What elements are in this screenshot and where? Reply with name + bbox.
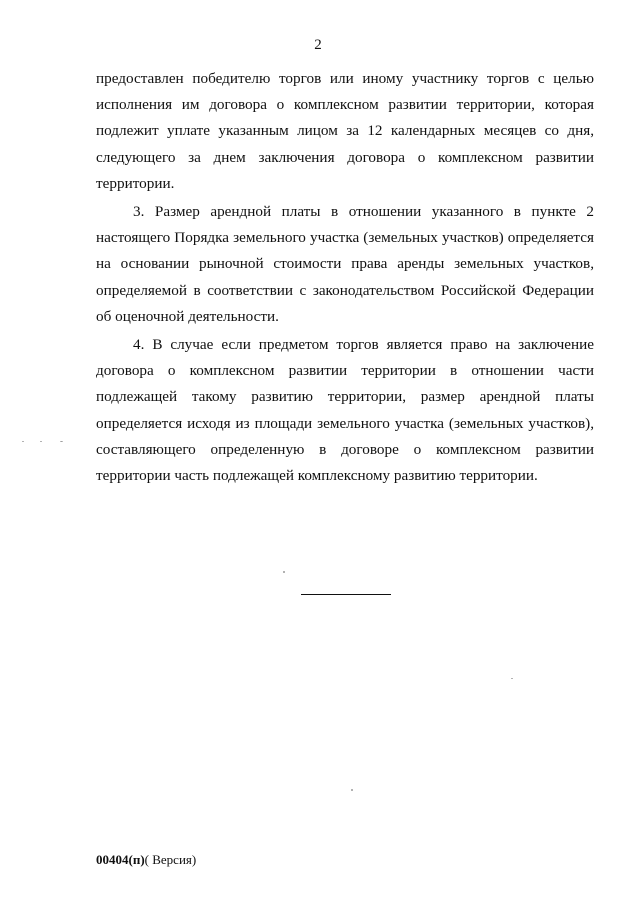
paragraph-4: 4. В случае если предметом торгов является право на заключение договора о комплексном развитии территории в отношении части подлежащей такому развитию территории, размер арендной платы определяется исходя из площади земельного участка (земельных участков), составляющего определенную в договоре о комплексном развитии территории часть подлежащей комплексному развитию территории. xyxy=(96,336,594,485)
document-footer xyxy=(96,852,196,868)
paragraph-continuation: предоставлен победителю торгов или иному участнику торгов с целью исполнения им договора о комплексном развитии территории, которая подлежит уплате указанным лицом за 12 календарных месяцев со дня, следующего за днем заключения договора о комплексном развитии территории. xyxy=(96,70,594,192)
end-separator-line xyxy=(301,594,391,595)
scan-speck xyxy=(351,789,353,791)
scan-speck xyxy=(60,441,63,442)
document-code: 00404(п) xyxy=(96,852,145,867)
scan-speck xyxy=(22,441,24,442)
scan-speck xyxy=(283,571,285,573)
document-body xyxy=(96,66,594,489)
paragraph-3: 3. Размер арендной платы в отношении указанного в пункте 2 настоящего Порядка земельного участка (земельных участков) определяется на основании рыночной стоимости права аренды земельных участков, определяемой в соответствии с законодательством Российской Федерации об оценочной деятельности. xyxy=(96,203,594,325)
document-version: ( Версия) xyxy=(144,852,197,867)
scan-speck xyxy=(511,678,513,679)
scan-speck xyxy=(40,441,42,442)
page-number: 2 xyxy=(314,37,322,53)
